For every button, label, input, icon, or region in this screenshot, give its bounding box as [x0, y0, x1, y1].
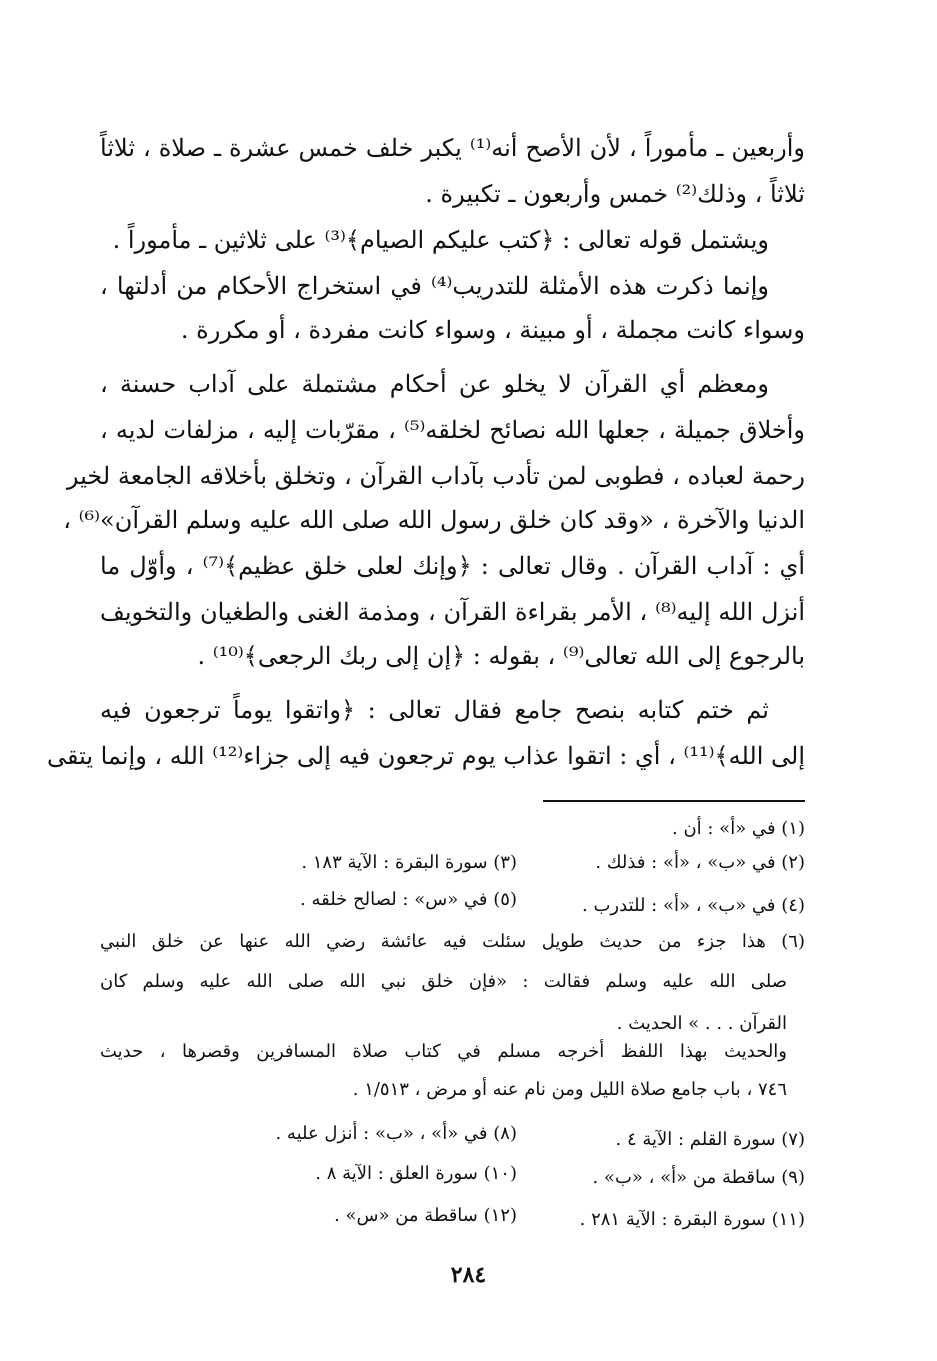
- text-line: ثم ختم كتابه بنصح جامع فقال تعالى : ﴿واتقوا يوماً ترجعون فيه: [100, 696, 769, 724]
- text-line: أي : آداب القرآن . وقال تعالى : ﴿وإنك لعلى خلق عظيم﴾⁽⁷⁾ ، وأوّل ما: [100, 552, 806, 580]
- text-line: ويشتمل قوله تعالى : ﴿كتب عليكم الصيام﴾⁽³⁾ على ثلاثين ـ مأموراً .: [112, 226, 769, 254]
- footnote-12: (١٢) ساقطة من «س» .: [334, 1205, 517, 1226]
- footnote-7: (٧) سورة القلم : الآية ٤ .: [615, 1129, 805, 1150]
- footnote-3: (٣) سورة البقرة : الآية ١٨٣ .: [301, 852, 517, 873]
- text-line: إلى الله﴾⁽¹¹⁾ ، أي : اتقوا عذاب يوم ترجعون فيه إلى جزاء⁽¹²⁾ الله ، وإنما يتقى: [46, 742, 805, 770]
- footnote-6-line: صلى الله عليه وسلم فقالت : «فإن خلق نبي الله صلى الله عليه وسلم كان: [100, 971, 787, 992]
- footnote-11: (١١) سورة البقرة : الآية ٢٨١ .: [579, 1209, 805, 1230]
- footnote-6-line: والحديث بهذا اللفظ أخرجه مسلم في كتاب صلاة المسافرين وقصرها ، حديث: [100, 1041, 787, 1062]
- footnote-separator: [543, 800, 805, 802]
- text-line: وأخلاق جميلة ، جعلها الله نصائح لخلقه⁽⁵⁾ ، مقرّبات إليه ، مزلفات لديه ،: [100, 416, 805, 444]
- text-line: وإنما ذكرت هذه الأمثلة للتدريب⁽⁴⁾ في استخراج الأحكام من أدلتها ،: [100, 272, 769, 300]
- footnote-6-line: القرآن . . . » الحديث .: [616, 1013, 787, 1034]
- footnote-8: (٨) في «أ» ، «ب» : أنزل عليه .: [275, 1123, 517, 1144]
- text-line: رحمة لعباده ، فطوبى لمن تأدب بآداب القرآن ، وتخلق بأخلاقه الجامعة لخير: [66, 462, 805, 490]
- text-line: أنزل الله إليه⁽⁸⁾ ، الأمر بقراءة القرآن ، ومذمة الغنى والطغيان والتخويف: [100, 598, 806, 626]
- text-line: الدنيا والآخرة ، «وقد كان خلق رسول الله صلى الله عليه وسلم القرآن»⁽⁶⁾ ،: [63, 506, 805, 534]
- page-number: ٢٨٤: [450, 1262, 487, 1288]
- footnote-6-line: (٦) هذا جزء من حديث طويل سئلت فيه عائشة رضي الله عنها عن خلق النبي: [100, 931, 805, 952]
- footnote-4: (٤) في «ب» ، «أ» : للتدرب .: [582, 895, 805, 916]
- footnote-2: (٢) في «ب» ، «أ» : فذلك .: [595, 852, 805, 873]
- text-line: ومعظم أي القرآن لا يخلو عن أحكام مشتملة على آداب حسنة ،: [100, 370, 769, 398]
- text-line: وأربعين ـ مأموراً ، لأن الأصح أنه⁽¹⁾ يكبر خلف خمس عشرة ـ صلاة ، ثلاثاً: [100, 134, 805, 162]
- text-line: بالرجوع إلى الله تعالى⁽⁹⁾ ، بقوله : ﴿إن إلى ربك الرجعى﴾⁽¹⁰⁾ .: [197, 642, 805, 670]
- text-line: ثلاثاً ، وذلك⁽²⁾ خمس وأربعون ـ تكبيرة .: [425, 180, 805, 208]
- footnote-1: (١) في «أ» : أن .: [672, 818, 805, 839]
- footnote-6-line: ٧٤٦ ، باب جامع صلاة الليل ومن نام عنه أو مرض ، ١/٥١٣ .: [352, 1079, 787, 1100]
- text-line: وسواء كانت مجملة ، أو مبينة ، وسواء كانت مفردة ، أو مكررة .: [180, 316, 805, 344]
- footnote-9: (٩) ساقطة من «أ» ، «ب» .: [592, 1167, 805, 1188]
- footnote-5: (٥) في «س» : لصالح خلقه .: [300, 889, 517, 910]
- footnote-10: (١٠) سورة العلق : الآية ٨ .: [315, 1163, 517, 1184]
